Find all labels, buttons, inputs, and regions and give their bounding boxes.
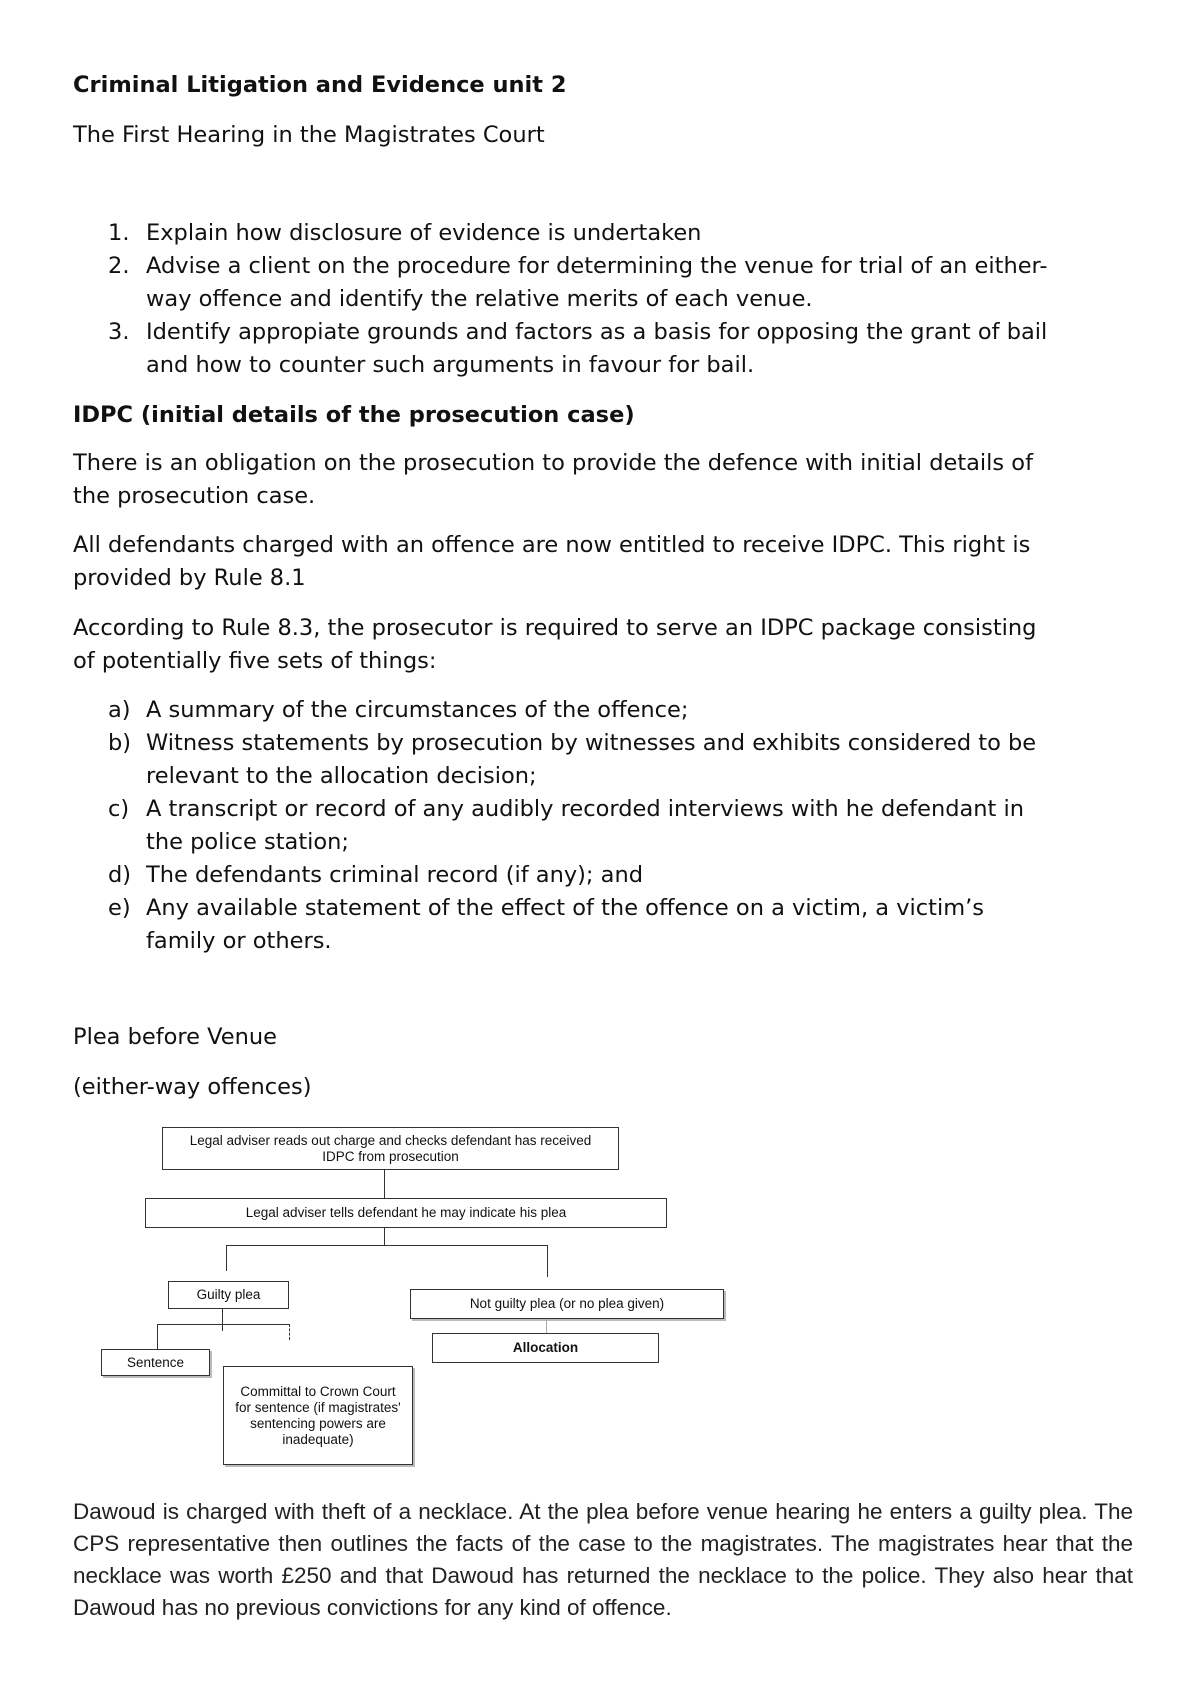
flow-connector xyxy=(226,1245,548,1246)
document-page: Criminal Litigation and Evidence unit 2 The First Hearing in the Magistrates Court 1. Explain how disclosure of evidence is undertaken 2. Advise a client on the procedure for determining the venue for trial of an either- way offence and identify the relative merits of each venue. 3. Identify appropiate grounds and factors as a basis for opposing the grant of bail and how to counter such arguments in favour for bail. IDPC (initial details of the prosecution case) There is an obligation on the prosecution to provide the defence with initial details of the prosecution case. All defendants charged with an offence are now entitled to receive IDPC. This right is provided by Rule 8.1 According to Rule 8.3, the prosecutor is required to serve an IDPC package consisting of potentially five sets of things: a) A summary of the circumstances of the offence; b) Witness statements by prosecution by witnesses and exhibits considered to be relevant to the allocation decision; c) A transcript or record of any audibly recorded interviews with he defendant in the police station; d) The defendants criminal record (if any); and e) Any available statement of the effect of the offence on a victim, a victim’s family or others. Plea before Venue (either-way offences) Legal adviser reads out charge and checks defendant has received IDPC from prosecution Legal adviser tells defendant he may indicate his plea Guilty plea Not guilty plea (or no plea given) Allocation Sentence Committal to Crown Court for sentence (if magistrates' sentencing powers are inadequate) Dawoud is charged with theft of a necklace. At the plea before venue hearing he enters a guilty plea. The CPS representative then outlines the facts of the case to the magistrates. The magistrates hear that the necklace was worth £250 and that Dawoud has returned the necklace to the police. They also hear that Dawoud has no previous convictions for any kind of offence. xyxy=(0,0,1200,1696)
flow-connector xyxy=(384,1170,385,1198)
flow-box-committal: Committal to Crown Court for sentence (if magistrates' sentencing powers are inadequate) xyxy=(223,1366,413,1465)
flow-box-sentence: Sentence xyxy=(101,1349,210,1376)
flow-connector xyxy=(547,1245,548,1277)
flow-connector xyxy=(384,1228,385,1245)
flow-connector xyxy=(157,1324,289,1325)
idpc-paragraph-3: According to Rule 8.3, the prosecutor is required to serve an IDPC package consisting of potentially five sets of things: xyxy=(73,615,1037,674)
flow-box-charge-read: Legal adviser reads out charge and checks defendant has received IDPC from prosecution xyxy=(162,1127,619,1170)
idpc-heading: IDPC (initial details of the prosecution case) xyxy=(73,402,635,428)
document-subtitle: The First Hearing in the Magistrates Court xyxy=(73,122,545,148)
flow-box-indicate-plea: Legal adviser tells defendant he may indicate his plea xyxy=(145,1198,667,1228)
idpc-paragraph-2: All defendants charged with an offence are now entitled to receive IDPC. This right is provided by Rule 8.1 xyxy=(73,532,1031,591)
plea-subheading: (either-way offences) xyxy=(73,1074,312,1100)
idpc-paragraph-1: There is an obligation on the prosecution to provide the defence with initial details of the prosecution case. xyxy=(73,450,1033,509)
plea-heading: Plea before Venue xyxy=(73,1024,278,1050)
flow-connector xyxy=(226,1245,227,1271)
flow-box-allocation: Allocation xyxy=(432,1333,659,1363)
flow-box-guilty-plea: Guilty plea xyxy=(168,1281,289,1309)
flow-connector xyxy=(222,1309,223,1331)
flow-connector xyxy=(157,1324,158,1349)
flow-connector xyxy=(289,1324,290,1340)
scenario-paragraph: Dawoud is charged with theft of a necklace. At the plea before venue hearing he enters a guilty plea. The CPS representative then outlines the facts of the case to the magistrates. The magistrates hear that the necklace was worth £250 and that Dawoud has returned the necklace to the police. They also hear that Dawoud has no previous convictions for any kind of offence. xyxy=(73,1499,1133,1620)
flow-connector xyxy=(546,1319,547,1333)
flow-box-not-guilty-plea: Not guilty plea (or no plea given) xyxy=(410,1289,724,1319)
document-title: Criminal Litigation and Evidence unit 2 xyxy=(73,72,567,98)
